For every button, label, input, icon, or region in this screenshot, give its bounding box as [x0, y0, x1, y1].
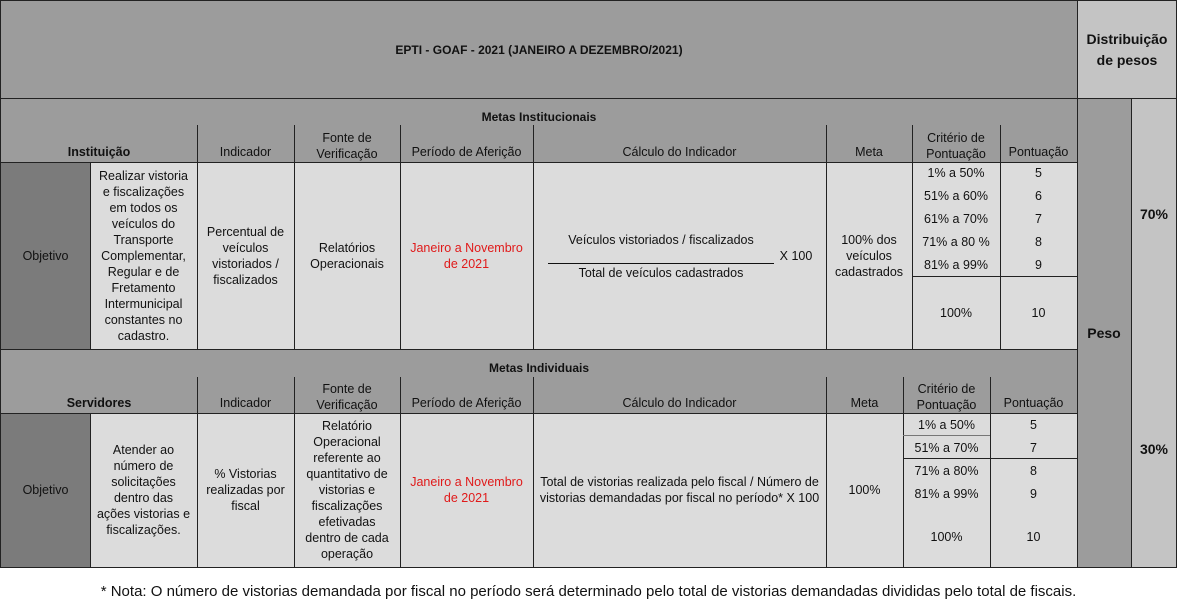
col-meta: Meta [855, 145, 883, 159]
calc-numerator: Veículos vistoriados / fiscalizados [568, 233, 754, 247]
objective-text: Atender ao número de solicitações dentro das ações vistorias e fiscalizações. [96, 443, 191, 537]
source-text: Relatórios Operacionais [310, 240, 384, 271]
col-indicador: Indicador [219, 145, 272, 159]
weight-values-bg [1132, 98, 1176, 567]
objective-text: Realizar vistoria e fiscalizações em todos os veículos do Transporte Complementar, Regular e de Fretamento Intermunicipal constantes no cadastro. [99, 168, 188, 343]
servers-header: Servidores [66, 396, 132, 410]
criteria-score: 9 [1030, 487, 1037, 501]
col-periodo: Período de Aferição [411, 396, 522, 410]
col-pontuacao: Pontuação [1008, 145, 1069, 159]
period-text: Janeiro a Novembro de 2021 [410, 240, 523, 271]
source-text: Relatório Operacional referente ao quantitativo de vistorias e fiscalizações efetivadas dentro de cada operação [305, 419, 389, 561]
col-criterio: Critério de Pontuação [926, 131, 986, 161]
col-periodo: Período de Aferição [411, 145, 522, 159]
criteria-score: 10 [1031, 306, 1046, 320]
col-fonte: Fonte de Verificação [316, 382, 378, 412]
criteria-range: 51% a 70% [914, 441, 979, 455]
page-title: EPTI - GOAF - 2021 (JANEIRO A DEZEMBRO/2021) [395, 42, 683, 57]
criteria-score: 7 [1035, 212, 1042, 226]
period-text: Janeiro a Novembro de 2021 [410, 475, 523, 505]
col-pontuacao: Pontuação [1003, 396, 1064, 410]
criteria-range: 71% a 80% [914, 464, 979, 478]
individual-section-title: Metas Individuais [488, 361, 590, 375]
criteria-range: 71% a 80 % [922, 235, 990, 249]
objective-label: Objetivo [22, 483, 69, 497]
calc-denominator: Total de veículos cadastrados [578, 266, 744, 280]
criteria-range: 81% a 99% [914, 487, 979, 501]
criteria-score: 8 [1035, 235, 1042, 249]
criteria-range: 81% a 99% [924, 258, 988, 272]
criteria-score: 7 [1030, 441, 1037, 455]
col-calculo: Cálculo do Indicador [622, 145, 737, 159]
criteria-range: 100% [940, 306, 972, 320]
criteria-score: 5 [1035, 166, 1042, 180]
criteria-score: 10 [1026, 530, 1041, 544]
col-fonte: Fonte de Verificação [316, 131, 378, 161]
indicator-text: Percentual de veículos vistoriados / fiscalizados [206, 224, 285, 287]
col-calculo: Cálculo do Indicador [622, 396, 737, 410]
institutional-section-title: Metas Institucionais [481, 110, 597, 124]
criteria-range: 1% a 50% [927, 166, 985, 180]
indicator-text: % Vistorias realizadas por fiscal [206, 467, 285, 513]
goal-text: 100% dos veículos cadastrados [834, 232, 904, 279]
criteria-range: 51% a 60% [924, 189, 988, 203]
col-meta: Meta [850, 396, 879, 410]
criteria-score: 5 [1030, 418, 1037, 432]
footnote: * Nota: O número de vistorias demandada por fiscal no período será determinado pelo total de vistorias demandadas divididas pelo total de fiscais. [100, 583, 1077, 600]
col-indicador: Indicador [219, 396, 272, 410]
criteria-score: 8 [1030, 464, 1037, 478]
institutional-weight: 70% [1139, 206, 1169, 222]
goal-text: 100% [848, 483, 881, 497]
calc-multiplier: X 100 [779, 249, 813, 263]
criteria-score: 9 [1035, 258, 1042, 272]
criteria-range: 1% a 50% [918, 418, 975, 432]
objective-label: Objetivo [22, 248, 69, 263]
calc-text: Total de vistorias realizada pelo fiscal / Número de vistorias demandadas por fiscal no período* X 100 [539, 475, 820, 505]
criteria-score: 6 [1035, 189, 1042, 203]
weight-label: Peso [1087, 325, 1121, 341]
criteria-range: 61% a 70% [924, 212, 988, 226]
distribution-header: Distribuição de pesos [1086, 31, 1168, 68]
col-criterio: Critério de Pontuação [916, 382, 977, 412]
institution-header: Instituição [67, 145, 131, 159]
criteria-range: 100% [930, 530, 963, 544]
individual-weight: 30% [1139, 441, 1169, 457]
